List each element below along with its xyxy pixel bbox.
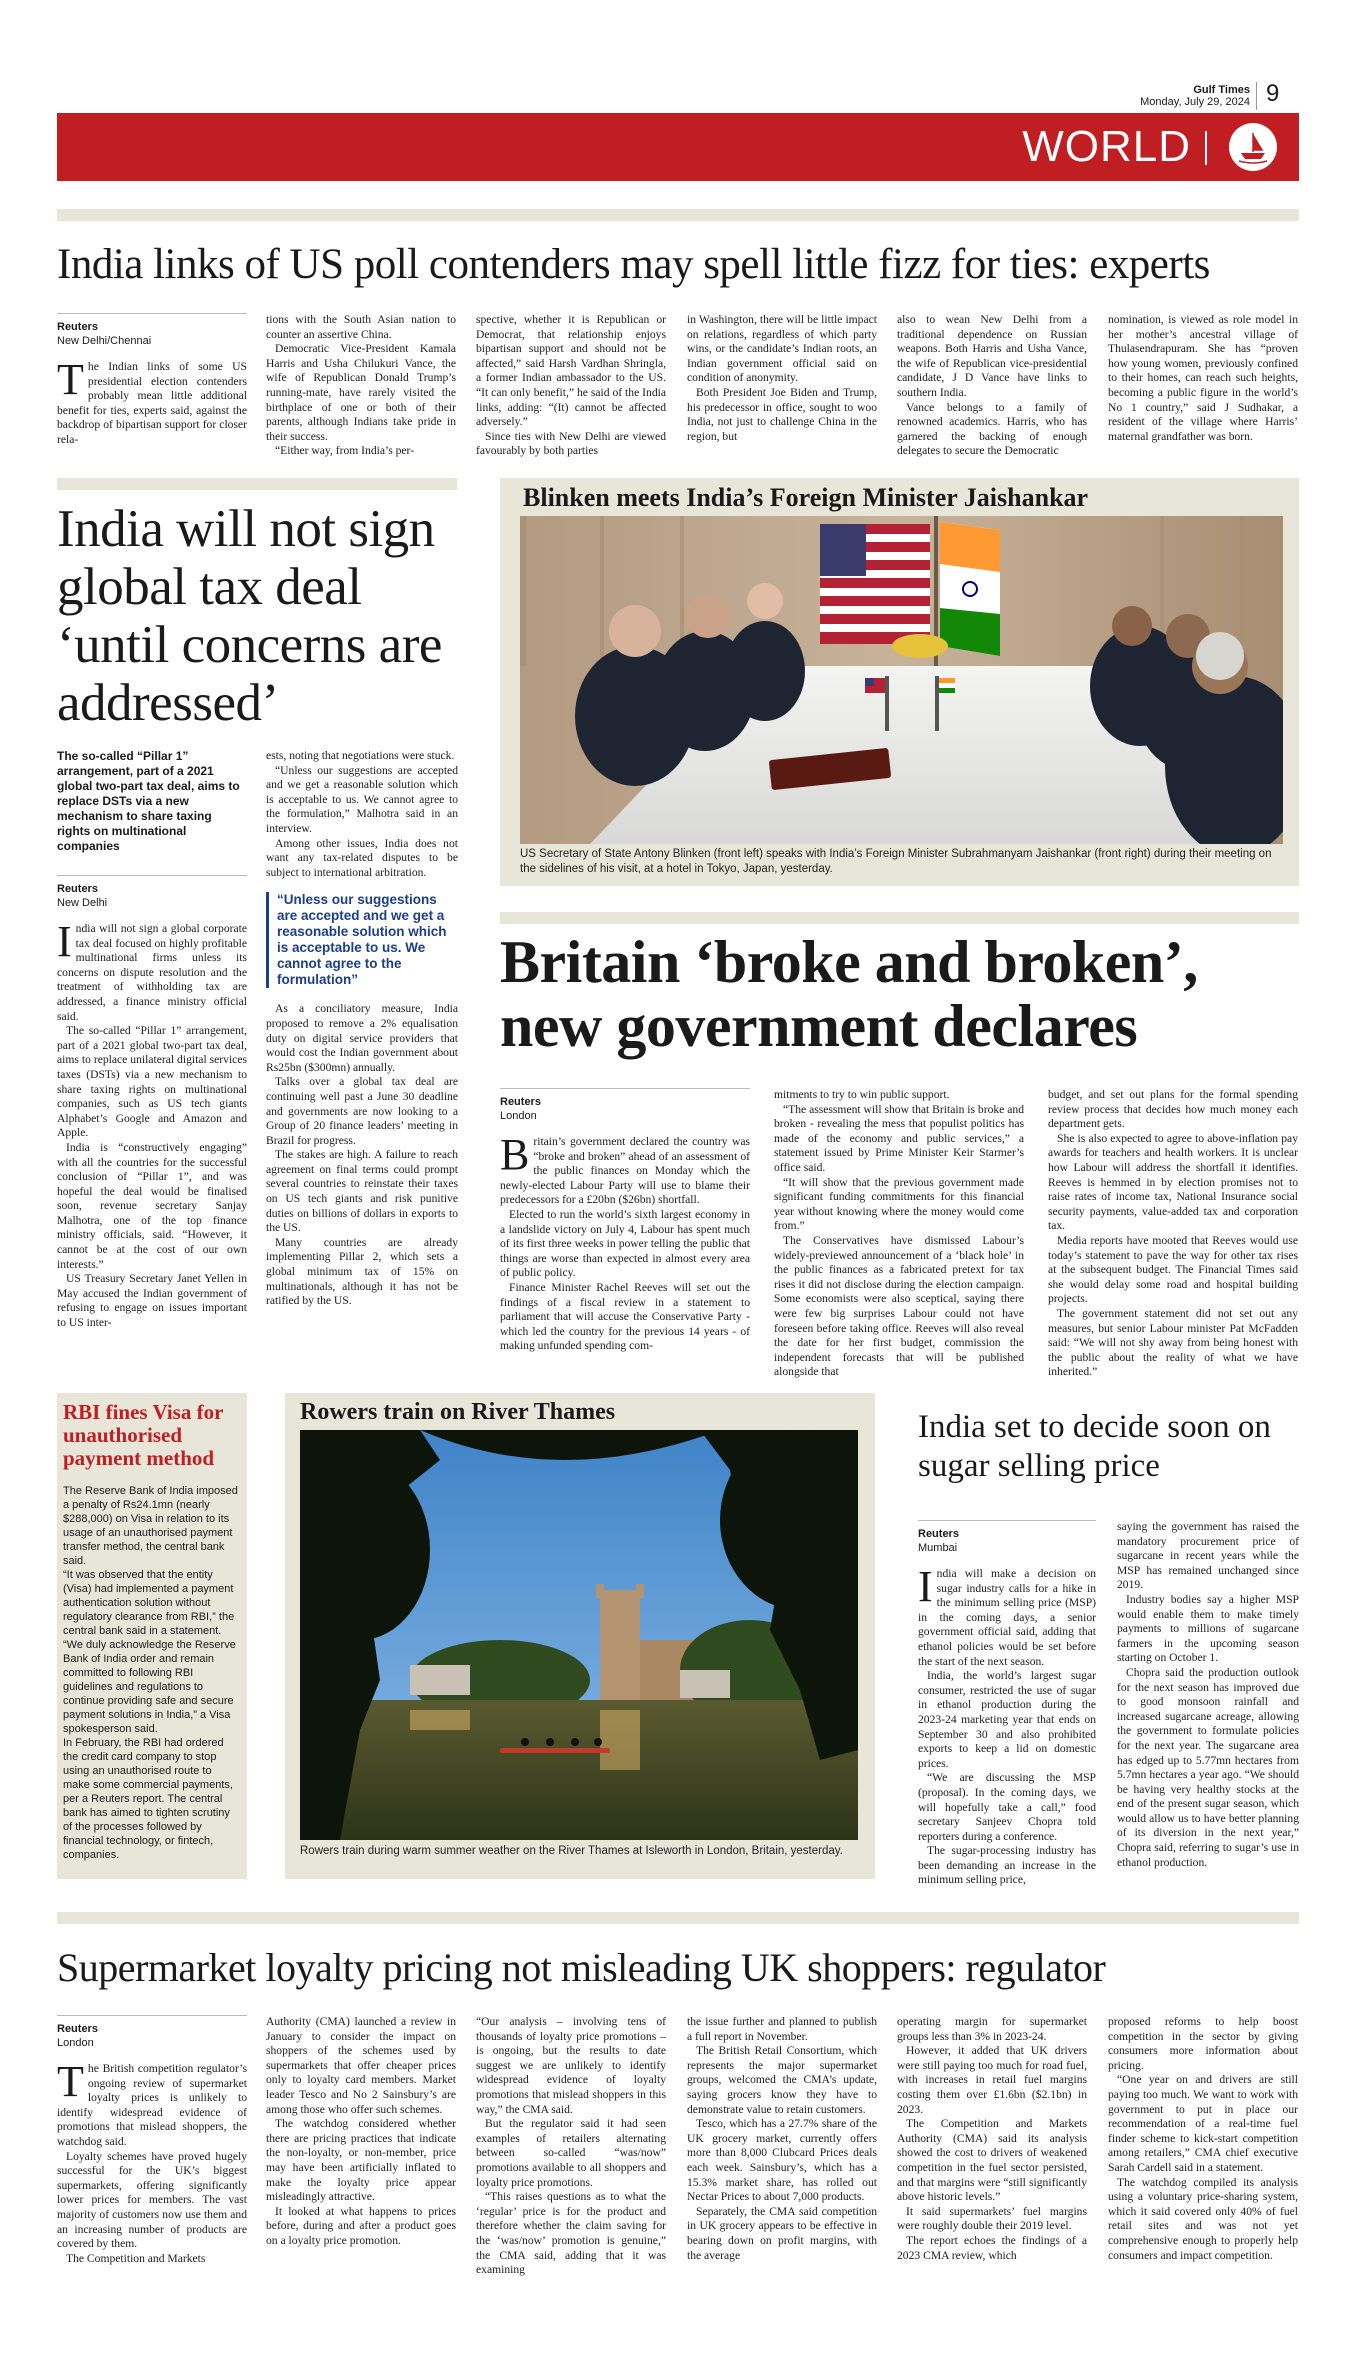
story6-text: Tesco, which has a 27.7% share of the UK grocery market, currently offers more than 8,000 Clubcard Prices deals each week. Sainsbury’s, which has a 15.3% market share, has rolled out Nectar Prices to about 7,000 products.	[687, 2117, 877, 2204]
story6-col2	[266, 2015, 456, 2249]
story3-col3	[1048, 1088, 1298, 1380]
story1-text: he Indian links of some US presidential election contenders probably mean little additional benefit for ties, experts said, against the backdrop of bipartisan support for closer rela-	[57, 360, 247, 446]
story3-text: Media reports have mooted that Reeves would use today’s statement to pave the way for other tax rises at the subsequent budget. The Financial Times said she would delay some road and hospital building projects.	[1048, 1233, 1298, 1306]
story1-text: nomination, is viewed as role model in her mother’s ancestral village of Thulasendrapuram. She has “proven how young women, previously confined to their homes, can reach such heights, becoming a public figure in the world’s No 1 country,” said J Sudhakar, a resident of the village where Harris’ maternal grandfather was born.	[1108, 313, 1298, 443]
story6-col3	[476, 2015, 666, 2278]
story2-byline	[57, 875, 247, 910]
story6-text: Authority (CMA) launched a review in January to consider the impact on shoppers of the schemes used by supermarkets that offer cheaper prices only to loyalty card members. Market leader Tesco and No 2 Sainsbury’s are among those who offer such schemes.	[266, 2015, 456, 2116]
pull-quote: “Unless our suggestions are accepted and we get a reasonable solution which is acceptable to us. We cannot agree to the formulation”	[266, 892, 458, 988]
byline-agency: Reuters	[57, 2023, 98, 2035]
story3-text: The government statement did not set out any measures, but senior Labour minister Pat McFadden said: “We will not shy away from being honest with the public about the reality of what we have inherited.”	[1048, 1306, 1298, 1379]
story3-headline: Britain ‘broke and broken’, new government declares	[500, 929, 1198, 1059]
section-band	[57, 209, 1299, 221]
story5-byline	[918, 1520, 1096, 1555]
story6-text: The Competition and Markets Authority (CMA) said its analysis showed the cost to drivers of weakened competition in the fuel sector persisted, and that margins were “still significantly above historic levels.”	[897, 2117, 1087, 2204]
story2-headline: India will not sign global tax deal ‘until concerns are addressed’	[57, 500, 442, 732]
story3-text: “The assessment will show that Britain is broke and broken - revealing the mess that populist politics has made of the economy and public services,” a statement issued by Prime Minister Keir Starmer’s office said.	[774, 1102, 1024, 1174]
story3-text: She is also expected to agree to above-inflation pay awards for teachers and health workers. It is unclear how Labour will address the shortfall it identifies. Reeves is hemmed in by election promises not to raise rates of income tax, National Insurance social security payments, value-added tax and corporation tax.	[1048, 1131, 1298, 1233]
byline-agency: Reuters	[57, 321, 98, 333]
photo2-image	[300, 1430, 858, 1840]
story2-text: Many countries are already implementing Pillar 2, which sets a global minimum tax of 15% on multinationals, although it has not be ratified by the US.	[266, 1235, 458, 1308]
story5-col1	[918, 1520, 1096, 1888]
story1-col5	[897, 313, 1087, 459]
story4-text: “It was observed that the entity (Visa) had implemented a payment authentication solution without regulatory clearance from RBI,” the central bank said in a statement.	[63, 1569, 235, 1637]
story-band	[57, 478, 457, 490]
story6-text: proposed reforms to help boost competition in the sector by giving consumers more information about pricing.	[1108, 2015, 1298, 2072]
story4-text: In February, the RBI had ordered the credit card company to stop using an unauthorised route to make some commercial payments, per a Reuters report. The central bank has aimed to tighten scrutiny of the processes followed by financial technology, or fintech, companies.	[63, 1737, 233, 1861]
story2-standfirst: The so-called “Pillar 1” arrangement, part of a 2021 global two-part tax deal, aims to replace DSTs via a new mechanism to share taxing rights on multinational companies	[57, 749, 240, 853]
rbi-box	[57, 1393, 247, 1879]
story3-text: The Conservatives have dismissed Labour’s widely-previewed announcement of a ‘black hole’ in the public finances as a fabricated pretext for tax rises it did not disclose during the election campaign. Some economists were also sceptical, saying there were few big surprises Labour could not have foreseen before taking office. Reeves will also reveal the date for her first budget, commission the independent forecasts that will be published alongside that	[774, 1233, 1024, 1379]
story5-text: saying the government has raised the mandatory procurement price of sugarcane in recent years while the MSP has remained unchanged since 2019.	[1117, 1520, 1299, 1592]
story5-text: Chopra said the production outlook for the next season has improved due to good monsoon rainfall and increased sugarcane acreage, allowing the government to formulate policies for the next year. The sugarcane area has edged up to 5.77mn hectares from 5.7mn hectares a year ago. “We should be having very healthy stocks at the end of the present sugar season, which would allow us to have better planning of its diversion in the next year,” Chopra said, referring to sugar’s use in ethanol production.	[1117, 1665, 1299, 1869]
story6-text: However, it added that UK drivers were still paying too much for road fuel, with increases in retail fuel margins costing them over £1.6bn ($2.1bn) in 2023.	[897, 2044, 1087, 2116]
story3-text: Elected to run the world’s sixth largest economy in a landslide victory on July 4, Labour has spent much of its first three weeks in power telling the public that things are worse than expected in almost every area of public policy.	[500, 1207, 750, 1280]
story1-byline	[57, 313, 247, 348]
photo1-image	[520, 516, 1283, 844]
byline-agency: Reuters	[500, 1096, 541, 1108]
byline-dateline: London	[500, 1110, 537, 1122]
story4-text: The Reserve Bank of India imposed a penalty of Rs24.1mn (nearly $288,000) on Visa in relation to its usage of an unauthorised payment transfer method, the central bank said.	[63, 1485, 238, 1567]
story3-text: Finance Minister Rachel Reeves will set out the findings of a fiscal review in a statement to parliament that will accuse the Conservative Party - which led the country for the previous 14 years - of making unfunded spending com-	[500, 1280, 750, 1353]
section-bar	[57, 113, 1299, 181]
byline-dateline: New Delhi/Chennai	[57, 335, 152, 347]
story2-text: The stakes are high. A failure to reach agreement on final terms could prompt several countries to reinstate their taxes on US tech giants and risk punitive duties on billions of dollars in exports to the US.	[266, 1148, 458, 1235]
byline-agency: Reuters	[918, 1528, 959, 1540]
rowing-boat	[500, 1748, 610, 1753]
story2-col1	[57, 875, 247, 1331]
story6-text: “One year on and drivers are still paying too much. We want to work with government to put in place our recommendation of a real-time fuel finder scheme to kick-start competition among retailers,” CMA chief executive Sarah Cardell said in a statement.	[1108, 2073, 1298, 2174]
story6-text: operating margin for supermarket groups less than 3% in 2023-24.	[897, 2015, 1087, 2043]
india-flag-icon	[940, 522, 1000, 656]
drop-cap: I	[918, 1562, 933, 1611]
story1-text: Both President Joe Biden and Trump, his predecessor in office, sought to woo India, not just to challenge China in the region, but	[687, 385, 877, 443]
story6-text: The watchdog considered whether there are pricing practices that indicate the non-loyalty, or non-member, price may have been artificially inflated to make the loyalty price appear misleadingly attractive.	[266, 2117, 456, 2204]
story6-text: It looked at what happens to prices before, during and after a product goes on a loyalty price promotion.	[266, 2204, 456, 2247]
story3-col1	[500, 1088, 750, 1354]
section-divider	[1205, 131, 1207, 165]
story5-headline: India set to decide soon on sugar selling price	[918, 1409, 1271, 1484]
story6-text: The report echoes the findings of a 2023 CMA review, which	[897, 2233, 1087, 2262]
story6-text: the issue further and planned to publish a full report in November.	[687, 2015, 877, 2043]
story1-text: Vance belongs to a family of renowned academics. Harris, who has garnered the backing of enough delegates to secure the Democratic	[897, 400, 1087, 458]
story-band	[500, 912, 1299, 924]
story6-text: It said supermarkets’ fuel margins were roughly double their 2019 level.	[897, 2204, 1087, 2233]
story5-text: India, the world’s largest sugar consumer, restricted the use of sugar in ethanol production during the 2023-24 marketing year that ends on September 30 and also prohibited exports to keep a lid on domestic prices.	[918, 1669, 1096, 1770]
globe-ship-icon	[1229, 123, 1277, 171]
drop-cap: B	[500, 1130, 530, 1179]
story3-text: mitments to try to win public support.	[774, 1088, 950, 1101]
story6-col5	[897, 2015, 1087, 2263]
story2-text: As a conciliatory measure, India proposed to remove a 2% equalisation duty on digital service providers that would cost the Indian government about Rs25bn ($300mn) annually.	[266, 1002, 458, 1074]
story3-col2	[774, 1088, 1024, 1380]
byline-dateline: Mumbai	[918, 1542, 958, 1554]
story6-text: Loyalty schemes have proved hugely successful for the UK’s biggest supermarkets, offering significantly lower prices for members. The vast majority of customers now use them and an increasing number of products are covered by them.	[57, 2149, 247, 2251]
story6-byline	[57, 2015, 247, 2050]
story6-col1	[57, 2015, 247, 2266]
story2-text: The so-called “Pillar 1” arrangement, part of a 2021 global two-part tax deal, aims to replace unilateral digital services taxes (DSTs) via a new mechanism to share taxing rights on multinational companies, such as US tech giants Alphabet’s Google and Amazon and Apple.	[57, 1024, 247, 1140]
story1-text: in Washington, there will be little impact on relations, regardless of which party wins, or the candidate’s Indian roots, an Indian government official said on condition of anonymity.	[687, 313, 877, 385]
story6-text: The British Retail Consortium, which represents the major supermarket groups, welcomed the CMA’s update, saying grocers know they have to demonstrate value to retain customers.	[687, 2044, 877, 2116]
story6-text: “This raises questions as to what the ‘regular’ price is for the product and therefore whether the claim saving for the ‘was/now’ promotion is genuine,” the CMA said, adding that it was examining	[476, 2190, 666, 2277]
story3-text: budget, and set out plans for the formal spending review process that decides how much money each department gets.	[1048, 1088, 1298, 1131]
story1-col1	[57, 313, 247, 448]
story4-body	[63, 1484, 241, 1862]
story6-text: But the regulator said it had seen examples of retailers alternating between so-called “was/now” promotions available to all shoppers and loyalty price promotions.	[476, 2117, 666, 2189]
us-flag-icon	[820, 524, 930, 644]
story1-text: Since ties with New Delhi are viewed favourably by both parties	[476, 429, 666, 458]
story3-text: ritain’s government declared the country was “broke and broken” ahead of an assessment of the public finances on Monday which the newly-elected Labour Party will use to blame their predecessors for a £20bn ($26bn) shortfall.	[500, 1135, 750, 1207]
byline-dateline: New Delhi	[57, 897, 108, 909]
photo2-title: Rowers train on River Thames	[300, 1399, 616, 1425]
story5-col2	[1117, 1520, 1299, 1870]
issue-date: Monday, July 29, 2024	[1140, 96, 1250, 108]
story1-col2	[266, 313, 456, 459]
byline-dateline: London	[57, 2037, 94, 2049]
story6-text: he British competition regulator’s ongoing review of supermarket loyalty prices is unlikely to identify widespread evidence of promotions that mislead shoppers, the watchdog said.	[57, 2062, 247, 2148]
paper-name: Gulf Times	[1193, 84, 1250, 96]
story6-text: Separately, the CMA said competition in UK grocery appears to be effective in bearing down on profit margins, with the average	[687, 2204, 877, 2262]
story1-col4	[687, 313, 877, 444]
story2-text: US Treasury Secretary Janet Yellen in May accused the Indian government of refusing to engage on issues important to US inter-	[57, 1272, 247, 1330]
story2-text: Among other issues, India does not want any tax-related disputes to be subject to international arbitration.	[266, 836, 458, 879]
section-title: WORLD	[1022, 122, 1191, 171]
drop-cap: T	[57, 2057, 84, 2106]
page-number: 9	[1266, 80, 1280, 107]
story1-col6	[1108, 313, 1298, 444]
story2-text: ndia will not sign a global corporate tax deal focused on highly profitable multinational firms unless its concerns on dispute resolution and the treatment of withholding tax are addressed, a finance ministry official said.	[57, 922, 247, 1023]
story5-text: “We are discussing the MSP (proposal). In the coming days, we will hopefully take a call,” food secretary Sanjeev Chopra told reporters during a conference.	[918, 1771, 1096, 1843]
story6-text: The watchdog compiled its analysis using a voluntary price-sharing system, which it said covered only 40% of fuel retail sites and was not yet comprehensive enough to properly help consumers and impact competition.	[1108, 2175, 1298, 2262]
story6-col4	[687, 2015, 877, 2263]
story4-headline: RBI fines Visa for unauthorised payment method	[63, 1400, 224, 1470]
story1-headline: India links of US poll contenders may spell little fizz for ties: experts	[57, 241, 1210, 288]
story5-text: ndia will make a decision on sugar industry calls for a hike in the minimum selling price (MSP) in the coming days, a senior government official said, adding that ethanol policies would be set before the start of the next season.	[918, 1567, 1096, 1668]
story2-text: Talks over a global tax deal are continuing well past a June 30 deadline and governments are now looking to a Group of 20 finance leaders’ meeting in Brazil for progress.	[266, 1075, 458, 1147]
story2-text: ests, noting that negotiations were stuck.	[266, 749, 455, 762]
photo1-title: Blinken meets India’s Foreign Minister Jaishankar	[523, 483, 1089, 512]
story1-text: tions with the South Asian nation to counter an assertive China.	[266, 313, 456, 341]
story2-text: India is “constructively engaging” with all the countries for the successful conclusion of “Pillar 1”, and was hopeful the deal would be finalised soon, revenue secretary Sanjay Malhotra, one of the top finance ministry officials, said. “However, it cannot be at the cost of our own interests.”	[57, 1140, 247, 1271]
story6-headline: Supermarket loyalty pricing not misleading UK shoppers: regulator	[57, 1945, 1106, 1990]
story4-text: “We duly acknowledge the Reserve Bank of India order and remain committed to following RBI guidelines and regulations to continue providing safe and secure payment solutions in India,” a Visa spokesperson said.	[63, 1639, 236, 1735]
story2-col2	[266, 749, 458, 1309]
story5-text: The sugar-processing industry has been demanding an increase in the minimum selling price,	[918, 1844, 1096, 1887]
story1-text: “Either way, from India’s per-	[275, 444, 415, 458]
photo2-caption: Rowers train during warm summer weather on the River Thames at Isleworth in London, Britain, yesterday.	[300, 1845, 843, 1857]
section-band	[57, 1912, 1299, 1924]
story1-text: Democratic Vice-President Kamala Harris and Usha Chilukuri Vance, the wife of Republican Donald Trump’s running-mate, have rarely visited the birthplace of one or both of their parents, although Indians take pride in their success.	[266, 342, 456, 443]
story3-byline	[500, 1088, 750, 1123]
story1-text: also to wean New Delhi from a traditional dependence on Russian weapons. Both Harris and Usha Vance, the wife of Republican vice-presidential candidate, J D Vance have links to southern India.	[897, 313, 1087, 399]
story5-text: Industry bodies say a higher MSP would enable them to make timely payments to millions of sugarcane farmers in the upcoming season starting on October 1.	[1117, 1592, 1299, 1665]
story6-text: “Our analysis – involving tens of thousands of loyalty price promotions – is ongoing, but the results to date suggest we are unlikely to identify widespread evidence of loyalty promotions that mislead shoppers in this way,” the CMA said.	[476, 2015, 666, 2116]
story2-text: “Unless our suggestions are accepted and we get a reasonable solution which is acceptable to us. We cannot agree to the formulation,” Malhotra said in an interview.	[266, 763, 458, 835]
story6-text: The Competition and Markets	[66, 2251, 206, 2265]
story1-text: spective, whether it is Republican or Democrat, that relationship enjoys bipartisan support and should not be affected,” said Harsh Vardhan Shringla, a former Indian ambassador to the US. “It can only benefit,” he said of the India links, adding: “(It) cannot be affected adversely.”	[476, 313, 666, 429]
photo1-caption: US Secretary of State Antony Blinken (front left) speaks with India’s Foreign Minister Subrahmanyam Jaishankar (front right) during their meeting on the sidelines of his visit, at a hotel in Tokyo, Japan, yesterday.	[520, 848, 1272, 875]
story3-text: “It will show that the previous government made significant funding commitments for this financial year without knowing where the money would come from.”	[774, 1175, 1024, 1233]
page-divider	[1256, 82, 1257, 110]
drop-cap: I	[57, 917, 72, 966]
drop-cap: T	[57, 355, 84, 404]
story1-col3	[476, 313, 666, 459]
story6-col6	[1108, 2015, 1298, 2263]
byline-agency: Reuters	[57, 883, 98, 895]
